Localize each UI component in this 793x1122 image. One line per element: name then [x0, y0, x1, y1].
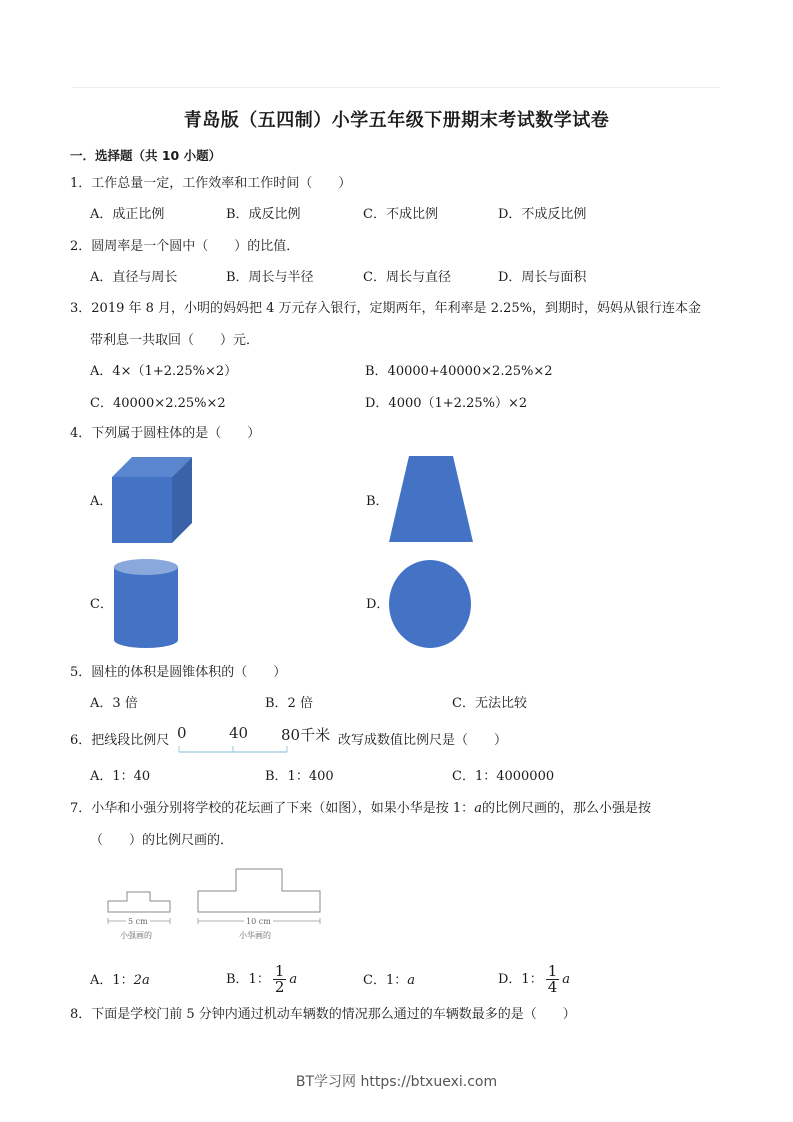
question-3-option-d[interactable]: D．4000（1+2.25%）×2	[365, 396, 528, 411]
question-6-option-b[interactable]: B．1：400	[265, 769, 334, 784]
cylinder-icon	[112, 558, 180, 650]
line-scale-figure	[177, 724, 342, 756]
question-7-option-b[interactable]	[226, 964, 297, 995]
question-4-stem: 4．下列属于圆柱体的是（ ）	[70, 426, 261, 441]
fraction-denominator: 2	[274, 978, 285, 996]
question-2-option-d[interactable]: D．周长与面积	[498, 270, 587, 285]
option-c-prefix: C．1：	[363, 973, 408, 988]
question-2-option-a[interactable]: A．直径与周长	[90, 270, 178, 285]
question-6-stem-after: 改写成数值比例尺是（ ）	[338, 733, 508, 748]
question-4-option-a[interactable]: A．	[90, 494, 113, 509]
question-4-option-b[interactable]: B．	[366, 494, 389, 509]
right-caption: 小华画的	[239, 931, 271, 940]
question-7-option-d[interactable]	[498, 964, 570, 995]
question-6-option-c[interactable]: C．1：4000000	[452, 769, 555, 784]
footer-watermark[interactable]: BT学习网 https://btxuexi.com	[295, 1074, 498, 1090]
left-width-label: 5 cm	[128, 917, 148, 926]
question-5-stem: 5．圆柱的体积是圆锥体积的（ ）	[70, 665, 287, 680]
question-1-option-b[interactable]: B．成反比例	[226, 207, 301, 222]
question-1-option-d[interactable]: D．不成反比例	[498, 207, 587, 222]
question-2-stem: 2．圆周率是一个圆中（ ）的比值．	[70, 239, 300, 254]
question-2-option-b[interactable]: B．周长与半径	[226, 270, 314, 285]
option-d-prefix: D．1：	[498, 972, 543, 987]
fraction-one-half	[273, 964, 287, 995]
question-7-stem-line1	[70, 801, 651, 817]
question-7-stem-after: 的比例尺画的，那么小强是按	[481, 801, 651, 816]
question-3-stem-line2: 带利息一共取回（ ）元．	[90, 333, 260, 348]
question-1-option-a[interactable]: A．成正比例	[90, 207, 165, 222]
question-3-option-c[interactable]: C．40000×2.25%×2	[90, 396, 226, 411]
circle-icon	[388, 559, 474, 649]
question-4-option-c[interactable]: C．	[90, 597, 113, 612]
question-4-option-d[interactable]: D．	[366, 597, 390, 612]
question-7-option-c[interactable]	[363, 973, 415, 989]
fraction-denominator: 4	[547, 978, 558, 996]
question-3-stem-line1: 3．2019 年 8 月，小明的妈妈把 4 万元存入银行，定期两年，年利率是 2.25%，到期时，妈妈从银行连本金	[70, 301, 701, 316]
question-7-option-a[interactable]	[90, 973, 150, 989]
question-7-variable: a	[474, 801, 482, 816]
option-a-prefix: A．1：	[90, 973, 134, 988]
scale-bar-icon	[177, 742, 289, 754]
question-1-option-c[interactable]: C．不成比例	[363, 207, 438, 222]
flowerbed-figure	[100, 868, 340, 950]
cube-icon	[112, 457, 194, 543]
option-a-variable: 2a	[133, 973, 150, 988]
scale-label-0: 0	[177, 724, 187, 742]
fraction-numerator: 1	[547, 962, 558, 980]
question-8-stem: 8．下面是学校门前 5 分钟内通过机动车辆数的情况那么通过的车辆数最多的是（ ）	[70, 1007, 576, 1022]
scale-label-40: 40	[229, 724, 249, 742]
section-heading: 一．选择题（共 10 小题）	[70, 148, 222, 163]
option-b-prefix: B．1：	[226, 972, 270, 987]
top-divider	[72, 87, 720, 88]
question-7-stem-before: 7．小华和小强分别将学校的花坛画了下来（如图），如果小华是按 1：	[70, 801, 475, 816]
question-1-stem: 1．工作总量一定，工作效率和工作时间（ ）	[70, 176, 352, 191]
question-7-stem-line2: （ ）的比例尺画的．	[90, 833, 234, 848]
page-title: 青岛版（五四制）小学五年级下册期末考试数学试卷	[183, 110, 610, 131]
question-5-option-a[interactable]: A．3 倍	[90, 696, 138, 711]
scale-label-80km: 80千米	[281, 726, 331, 744]
question-2-option-c[interactable]: C．周长与直径	[363, 270, 451, 285]
question-5-option-b[interactable]: B．2 倍	[265, 696, 313, 711]
left-caption: 小强画的	[120, 931, 152, 940]
right-width-label: 10 cm	[246, 917, 271, 926]
question-6-stem-before: 6．把线段比例尺	[70, 733, 170, 748]
trapezoid-icon	[389, 456, 475, 544]
option-d-variable: a	[562, 972, 571, 987]
question-3-option-b[interactable]: B．40000+40000×2.25%×2	[365, 364, 553, 379]
question-6-option-a[interactable]: A．1：40	[90, 769, 151, 784]
fraction-numerator: 1	[274, 962, 285, 980]
fraction-one-quarter	[546, 964, 560, 995]
question-3-option-a[interactable]: A．4×（1+2.25%×2）	[90, 364, 238, 379]
option-b-variable: a	[289, 972, 298, 987]
option-c-variable: a	[407, 973, 415, 988]
question-5-option-c[interactable]: C．无法比较	[452, 696, 527, 711]
